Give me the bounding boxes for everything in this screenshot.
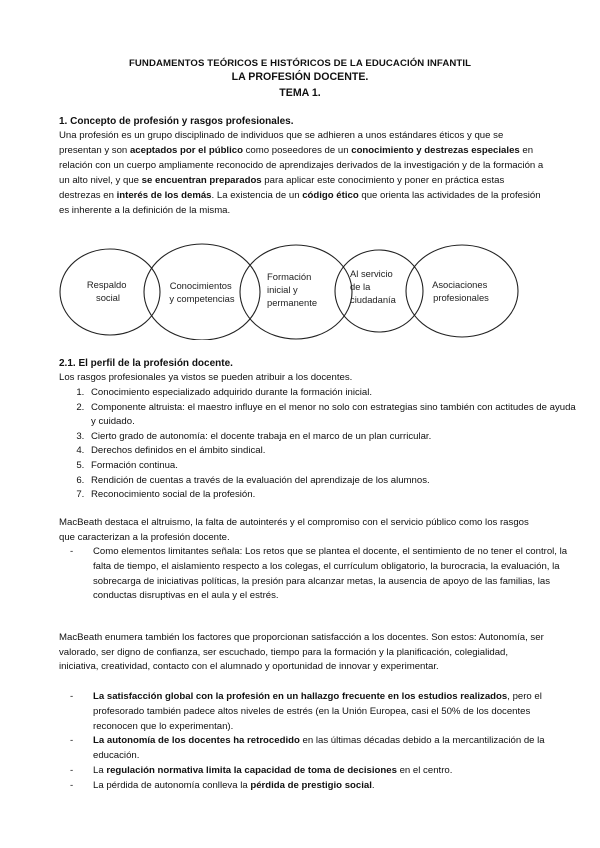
profession-traits-diagram (56, 240, 548, 340)
document-title: LA PROFESIÓN DOCENTE. (231, 71, 369, 83)
bold-run: pérdida de prestigio social (250, 779, 372, 791)
diagram-label: Conocimientos (169, 280, 232, 291)
text-run: en las últimas décadas debido a la mercantilización de la educación. (93, 735, 545, 762)
list-item (70, 690, 577, 734)
course-title: FUNDAMENTOS TEÓRICOS E HISTÓRICOS DE LA EDUCACIÓN INFANTIL (128, 58, 472, 69)
list-item: 5. Formación continua. (87, 459, 577, 474)
list-item (70, 764, 577, 779)
text-run: Una profesión es un grupo disciplinado de individuos que se adhieren a unos estándares éticos y que se presentan y son (59, 130, 504, 156)
list-item (70, 779, 577, 794)
bold-run: se encuentran preparados (141, 175, 262, 186)
macbeath-paragraph-1: MacBeath destaca el altruismo, la falta de autointerés y el compromiso con el servicio público como los rasgos que caracterizan a la profesión docente. (59, 517, 529, 543)
text-run: que orienta las actividades de la profesión es inherente a la definición de la misma. (59, 190, 541, 216)
dash-marker: - (70, 764, 74, 776)
list-item (70, 545, 577, 604)
svg-text:Respaldo social (87, 279, 129, 303)
list-item: 7. Reconocimiento social de la profesión. (87, 488, 577, 503)
teacher-traits-list (59, 386, 577, 503)
bold-run: interés de los demás (116, 190, 212, 201)
text-run: para aplicar este conocimiento y poner en práctica estas destrezas en (59, 175, 505, 201)
list-item: 6. Rendición de cuentas a través de la evaluación del aprendizaje de los alumnos. (87, 474, 577, 489)
diagram-label: Asociaciones (432, 279, 488, 290)
text-run: La pérdida de autonomía conlleva la (93, 779, 251, 791)
svg-text:Al servicio de la (350, 268, 397, 305)
svg-text:Asociaciones profesional (432, 279, 490, 303)
dash-marker: - (70, 735, 74, 747)
list-item: 2. Componente altruista: el maestro influye en el menor no solo con estrategias sino también con actitudes de ayuda y cuidado. (87, 401, 577, 430)
section2-heading: 2.1. El perfil de la profesión docente. (59, 358, 233, 369)
dash-marker: - (70, 691, 74, 702)
bold-run: aceptados por el público (129, 145, 243, 156)
svg-text:Formación inicial y (267, 271, 317, 308)
text-run: , pero el profesorado también padece altos niveles de estrés (en la Unión Europea, casi el 50% de los docentes reconocen que lo experimentan). (93, 691, 542, 732)
limitations-list (59, 545, 577, 604)
circle-conocimientos (144, 244, 260, 340)
bold-run: código ético (302, 190, 359, 201)
diagram-label: Al servicio (350, 268, 393, 279)
svg-text:Conocimientos y competen (169, 280, 234, 304)
diagram-label: profesionales (433, 292, 489, 303)
bold-run: La autonomía de los docentes ha retrocedido (93, 735, 300, 747)
text-run: . (371, 779, 375, 791)
text-run: La (93, 764, 107, 776)
diagram-label: social (96, 292, 120, 303)
dash-marker: - (70, 546, 74, 557)
topic-number: TEMA 1. (279, 87, 321, 99)
list-item: 1. Conocimiento especializado adquirido durante la formación inicial. (87, 386, 577, 401)
diagram-label: inicial y (267, 284, 298, 295)
list-item: 3. Cierto grado de autonomía: el docente trabaja en el marco de un plan curricular. (87, 430, 577, 445)
diagram-label: de la (350, 281, 371, 292)
text-run: en relación con un cuerpo ampliamente reconocido de aprendizajes derivados de la investigación y de la formación a un alto nivel, y que (59, 145, 544, 186)
list-item (70, 734, 577, 764)
section1-heading: 1. Concepto de profesión y rasgos profesionales. (59, 116, 294, 127)
text-run: como poseedores de un (242, 145, 352, 156)
diagram-label: Respaldo (86, 279, 127, 290)
circle-servicio (335, 250, 423, 332)
diagram-label: permanente (267, 297, 318, 308)
section2-intro: Los rasgos profesionales ya vistos se pueden atribuir a los docentes. (59, 372, 353, 383)
list-item: 4. Derechos definidos en el ámbito sindical. (87, 444, 577, 459)
macbeath-paragraph-2: MacBeath enumera también los factores que proporcionan satisfacción a los docentes. Son estos: Autonomía, ser valorado, ser digno de confianza, ser escuchado, tiempo para la formación y la planificación, colegialidad, iniciativa, creatividad, contacto con el alumnado y oportunidad de innovar y experimentar. (59, 632, 544, 673)
text-run: en el centro. (396, 764, 453, 776)
list-item-text: Como elementos limitantes señala: Los retos que se plantea el docente, el sentimiento de no tener el control, la falta de tiempo, el aislamiento respecto a los colegas, el currículum obligatorio, la burocracia, la evaluación, la sobrecarga de iniciativas políticas, la presión para alcanzar metas, la ausencia de apoyo de las familias, las conductas disruptivas en el aula y el estrés. (93, 546, 568, 602)
diagram-label: Formación (267, 271, 312, 282)
bold-run: conocimiento y destrezas especiales (351, 145, 520, 156)
diagram-label: ciudadanía (350, 294, 396, 305)
satisfaction-list (59, 690, 577, 794)
dash-marker: - (70, 779, 74, 791)
diagram-label: y competencias (169, 293, 235, 304)
text-run: . La existencia de un (211, 190, 303, 201)
section1-paragraph (59, 128, 544, 218)
bold-run: La satisfacción global con la profesión en un hallazgo frecuente en los estudios realizados (93, 691, 508, 702)
bold-run: regulación normativa limita la capacidad de toma de decisiones (106, 764, 397, 776)
